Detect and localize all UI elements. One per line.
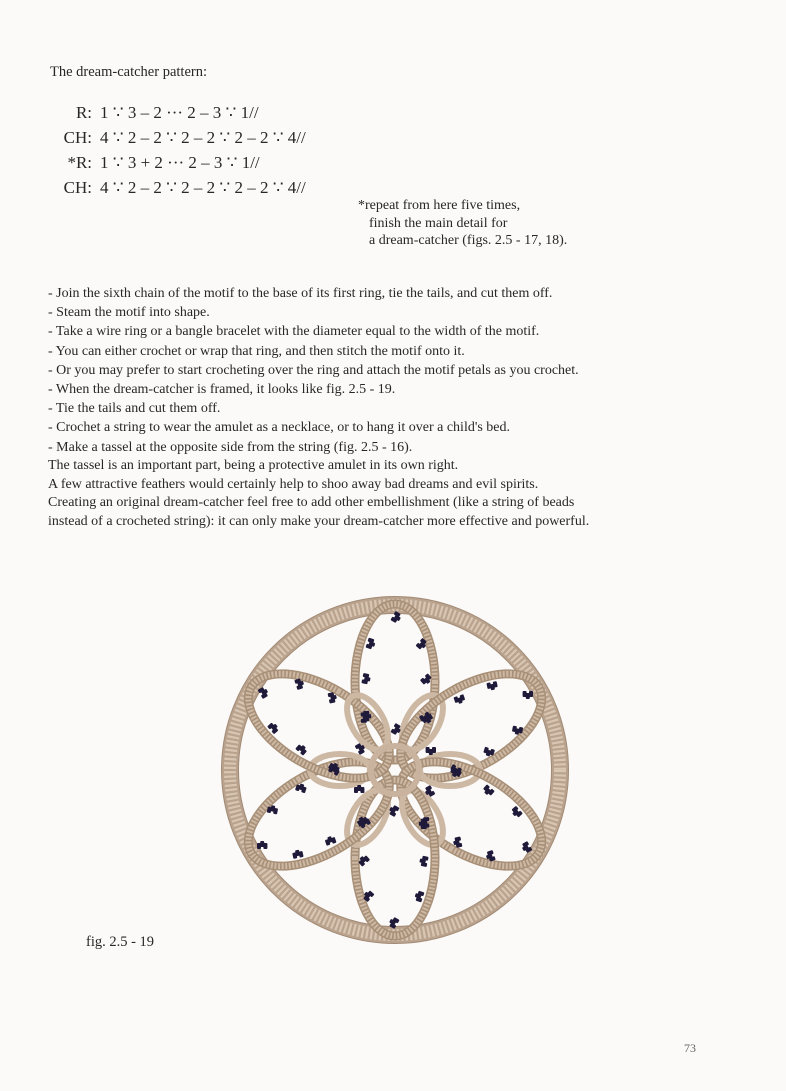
note-line: finish the main detail for bbox=[369, 215, 508, 231]
bead bbox=[257, 843, 261, 849]
dream-catcher-figure bbox=[215, 590, 575, 950]
dream-catcher-illustration bbox=[215, 590, 575, 950]
instruction-item: - When the dream-catcher is framed, it looks like fig. 2.5 - 19. bbox=[48, 382, 396, 398]
pattern-row-sequence: 4 ∵ 2 – 2 ∵ 2 – 2 ∵ 2 – 2 ∵ 4// bbox=[100, 178, 306, 197]
pattern-row bbox=[50, 175, 306, 200]
instruction-item: - You can either crochet or wrap that ring, and then stitch the motif onto it. bbox=[48, 343, 465, 359]
instruction-item: - Take a wire ring or a bangle bracelet with the diameter equal to the width of the motif. bbox=[48, 324, 540, 340]
bead bbox=[389, 811, 396, 817]
pattern-row bbox=[50, 125, 306, 150]
pattern-row-label: CH: bbox=[63, 178, 92, 197]
bead bbox=[432, 747, 436, 753]
bead bbox=[361, 712, 367, 716]
pattern-row bbox=[50, 100, 306, 125]
bead bbox=[354, 787, 358, 793]
bead bbox=[416, 897, 423, 903]
pattern-row-sequence: 1 ∵ 3 – 2 ··· 2 – 3 ∵ 1// bbox=[100, 103, 259, 122]
pattern-row-label: *R: bbox=[67, 153, 92, 172]
instruction-item: - Or you may prefer to start crocheting over the ring and attach the motif petals as you crochet. bbox=[48, 362, 579, 378]
instruction-list bbox=[48, 284, 748, 457]
repeat-note bbox=[358, 197, 567, 250]
pattern-row-label: R: bbox=[75, 103, 92, 122]
note-line: a dream-catcher (figs. 2.5 - 17, 18). bbox=[369, 233, 568, 248]
bead bbox=[421, 862, 428, 867]
bead bbox=[368, 638, 375, 644]
pattern-row-sequence: 1 ∵ 3 + 2 ··· 2 – 3 ∵ 1// bbox=[100, 153, 260, 172]
pattern-block bbox=[50, 100, 306, 200]
pattern-row-label: CH: bbox=[63, 128, 92, 147]
body-paragraph bbox=[48, 457, 758, 531]
motif-beads bbox=[257, 611, 533, 929]
instruction-item: - Make a tassel at the opposite side from the string (fig. 2.5 - 16). bbox=[48, 439, 413, 455]
note-line: *repeat from here five times, bbox=[358, 198, 521, 213]
instruction-item: - Join the sixth chain of the motif to the base of its first ring, tie the tails, and cut them off. bbox=[48, 286, 553, 301]
paragraph-line: A few attractive feathers would certainly help to shoo away bad dreams and evil spirits. bbox=[48, 476, 539, 492]
paragraph-line: instead of a crocheted string): it can only make your dream-catcher more effective and powerful. bbox=[48, 513, 590, 529]
paragraph-line: The tassel is an important part, being a protective amulet in its own right. bbox=[48, 458, 459, 473]
ring-inner-edge bbox=[239, 614, 552, 927]
bead bbox=[529, 691, 533, 697]
bead bbox=[363, 673, 370, 678]
bead bbox=[394, 723, 401, 729]
pattern-heading: The dream-catcher pattern: bbox=[50, 64, 207, 80]
instruction-item: - Crochet a string to wear the amulet as a necklace, or to hang it over a child's bed. bbox=[48, 420, 511, 436]
pattern-row-sequence: 4 ∵ 2 – 2 ∵ 2 – 2 ∵ 2 – 2 ∵ 4// bbox=[100, 128, 306, 147]
ring-wrap-stitches bbox=[230, 605, 560, 935]
instruction-item: - Tie the tails and cut them off. bbox=[48, 401, 221, 417]
figure-caption: fig. 2.5 - 19 bbox=[86, 934, 155, 950]
instruction-item: - Steam the motif into shape. bbox=[48, 305, 210, 321]
pattern-row bbox=[50, 150, 306, 175]
paragraph-line: Creating an original dream-catcher feel free to add other embellishment (like a string of beads bbox=[48, 495, 575, 510]
page-number: 73 bbox=[684, 1041, 696, 1055]
bead bbox=[421, 825, 427, 829]
